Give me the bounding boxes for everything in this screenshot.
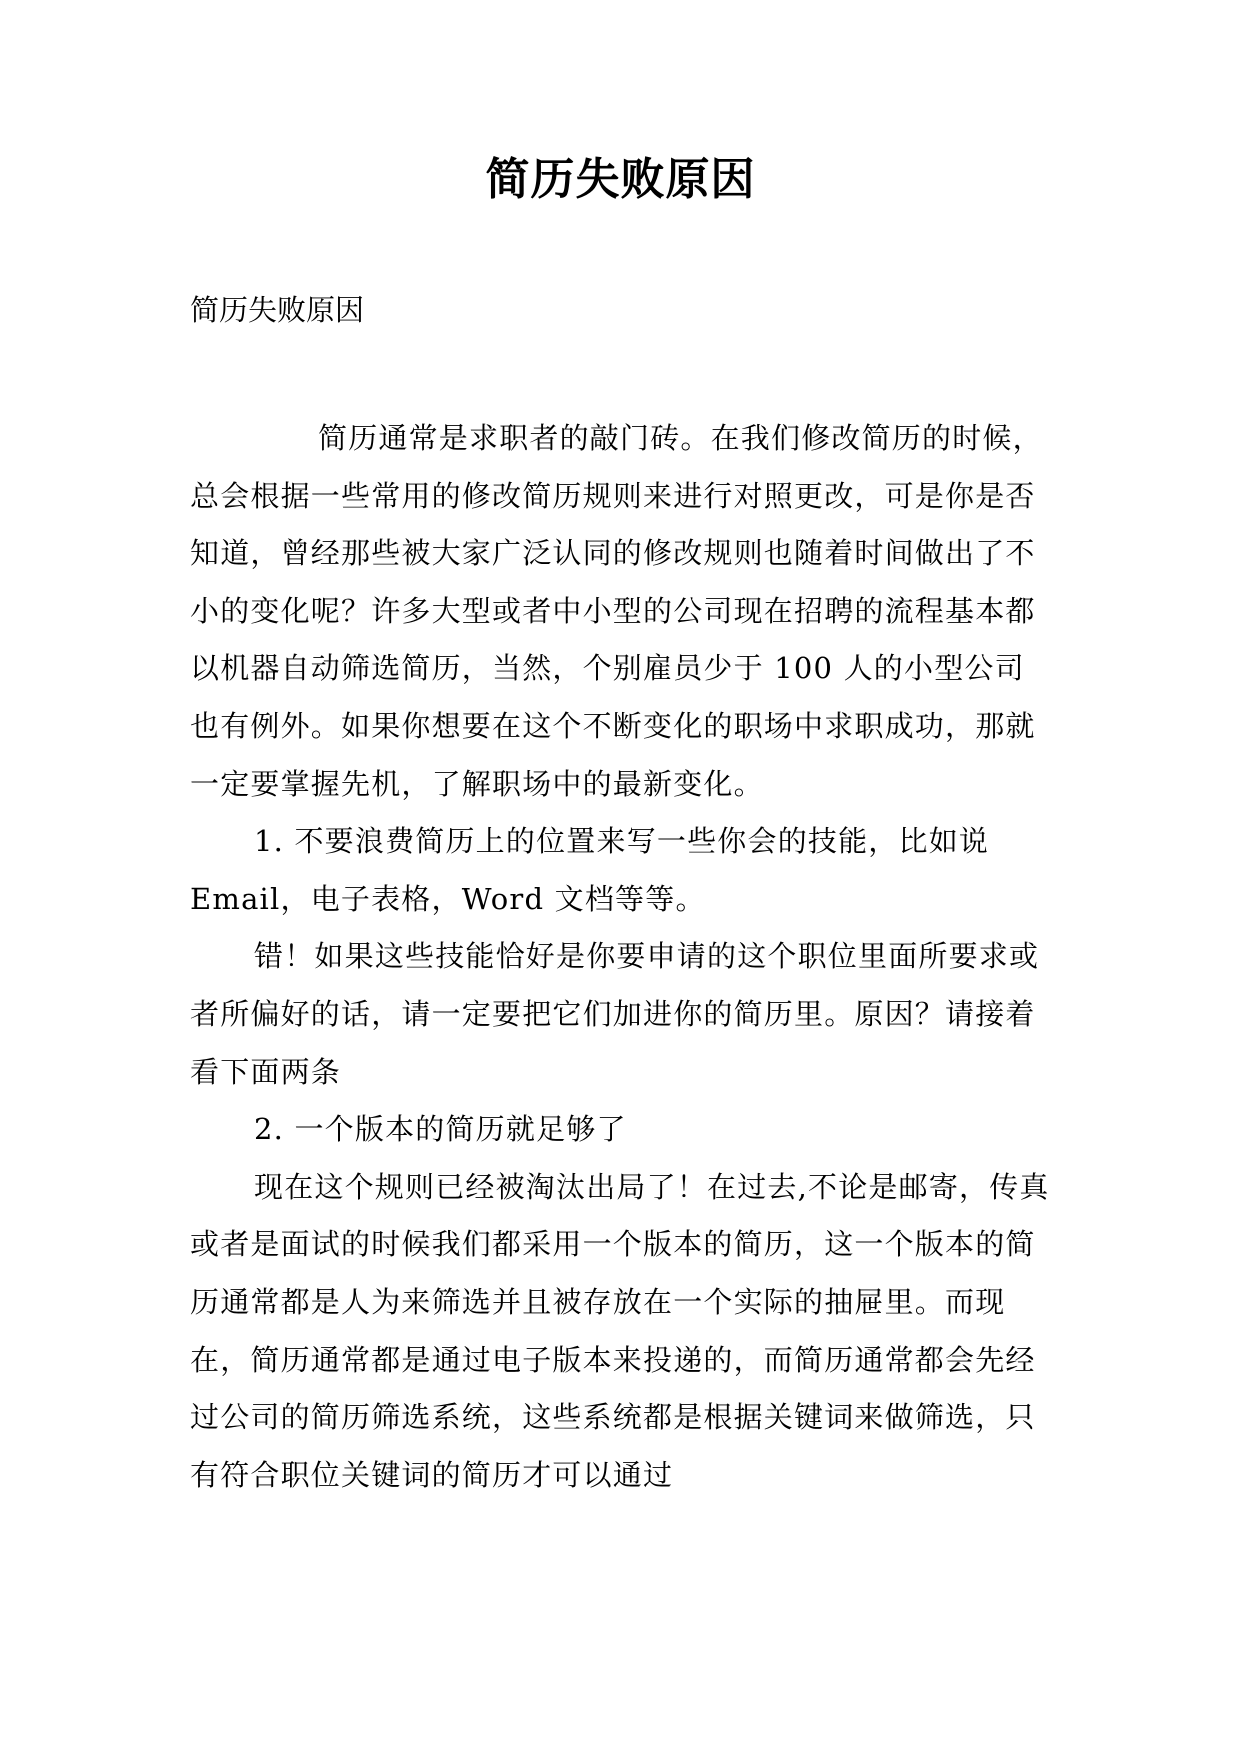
paragraph-item-2: 2. 一个版本的简历就足够了	[254, 1112, 627, 1147]
paragraph-intro: 简历通常是求职者的敲门砖。在我们修改简历的时候，总会根据一些常用的修改简历规则来进行对照更改，可是你是否知道，曾经那些被大家广泛认同的修改规则也随着时间做出了不小的变化呢？许多大型或者中小型的公司现在招聘的流程基本都以机器自动筛选简历，当然，个别雇员少于 100 人的小型公司也有例外。如果你想要在这个不断变化的职场中求职成功，那就一定要掌握先机，了解职场中的最新变化。	[190, 421, 1043, 801]
document-body	[190, 410, 1050, 1504]
paragraph-item-1: 1. 不要浪费简历上的位置来写一些你会的技能，比如说 Email，电子表格，Word 文档等等。	[190, 824, 990, 916]
document-title: 简历失败原因	[485, 154, 756, 205]
document-subtitle: 简历失败原因	[190, 293, 365, 327]
paragraph-item-1-answer: 错！如果这些技能恰好是你要申请的这个职位里面所要求或者所偏好的话，请一定要把它们加进你的简历里。原因？请接着看下面两条	[190, 939, 1040, 1089]
paragraph-item-2-answer: 现在这个规则已经被淘汰出局了！在过去,不论是邮寄，传真或者是面试的时候我们都采用一个版本的简历，这一个版本的简历通常都是人为来筛选并且被存放在一个实际的抽屉里。而现在，简历通常都是通过电子版本来投递的，而简历通常都会先经过公司的简历筛选系统，这些系统都是根据关键词来做筛选，只有符合职位关键词的简历才可以通过	[190, 1169, 1050, 1492]
